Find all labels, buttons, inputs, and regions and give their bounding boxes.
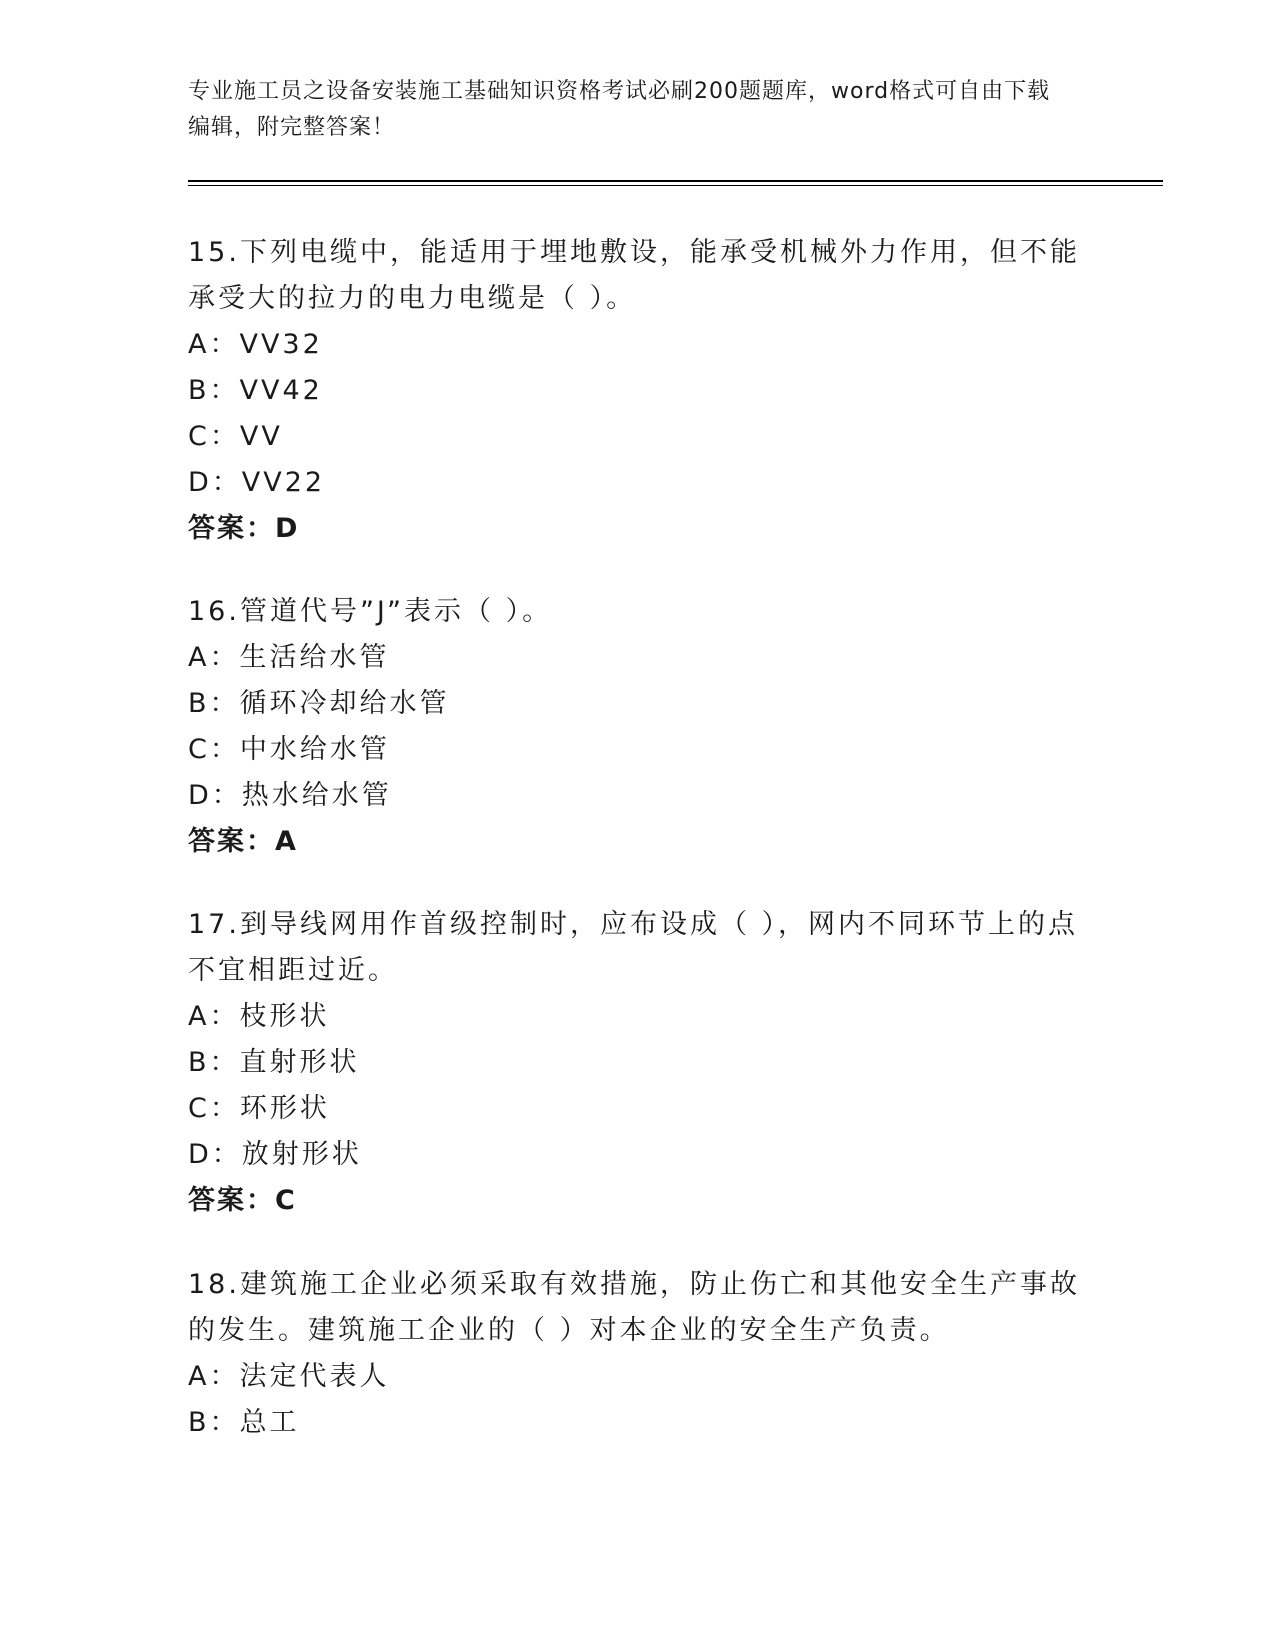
option-d: D：热水给水管 (188, 780, 392, 811)
question-stem: 16.管道代号”J”表示（ ）。 (188, 596, 553, 627)
answer-label: 答案： (188, 826, 275, 857)
question-15 (188, 230, 1088, 552)
header-divider (188, 180, 1163, 182)
option-a: A：枝形状 (188, 1001, 330, 1032)
option-d: D：VV22 (188, 467, 326, 498)
question-stem: 18.建筑施工企业必须采取有效措施，防止伤亡和其他安全生产事故的发生。建筑施工企业的（ ）对本企业的安全生产负责。 (188, 1269, 1080, 1346)
option-a: A：法定代表人 (188, 1361, 390, 1392)
option-b: B：循环冷却给水管 (188, 688, 450, 719)
option-b: B：VV42 (188, 375, 323, 406)
option-a: A：VV32 (188, 329, 323, 360)
question-17 (188, 902, 1088, 1224)
answer-line (188, 819, 1088, 865)
document-header: 专业施工员之设备安装施工基础知识资格考试必刷200题题库，word格式可自由下载编辑，附完整答案！ (188, 79, 1051, 140)
question-16 (188, 589, 1088, 865)
option-a: A：生活给水管 (188, 642, 390, 673)
option-c: C：VV (188, 421, 283, 452)
option-b: B：总工 (188, 1407, 300, 1438)
answer-line (188, 1178, 1088, 1224)
answer-label: 答案： (188, 513, 275, 544)
option-c: C：环形状 (188, 1093, 330, 1124)
answer-label: 答案： (188, 1185, 275, 1216)
answer-line (188, 506, 1088, 552)
answer-value: A (275, 826, 298, 857)
option-b: B：直射形状 (188, 1047, 360, 1078)
question-stem: 15.下列电缆中，能适用于埋地敷设，能承受机械外力作用，但不能承受大的拉力的电力电缆是（ ）。 (188, 237, 1080, 314)
option-d: D：放射形状 (188, 1139, 362, 1170)
answer-value: C (275, 1185, 297, 1216)
option-c: C：中水给水管 (188, 734, 390, 765)
question-18 (188, 1262, 1088, 1446)
header-divider-thin (188, 185, 1163, 186)
question-stem: 17.到导线网用作首级控制时，应布设成（ ），网内不同环节上的点不宜相距过近。 (188, 909, 1079, 986)
answer-value: D (275, 513, 300, 544)
